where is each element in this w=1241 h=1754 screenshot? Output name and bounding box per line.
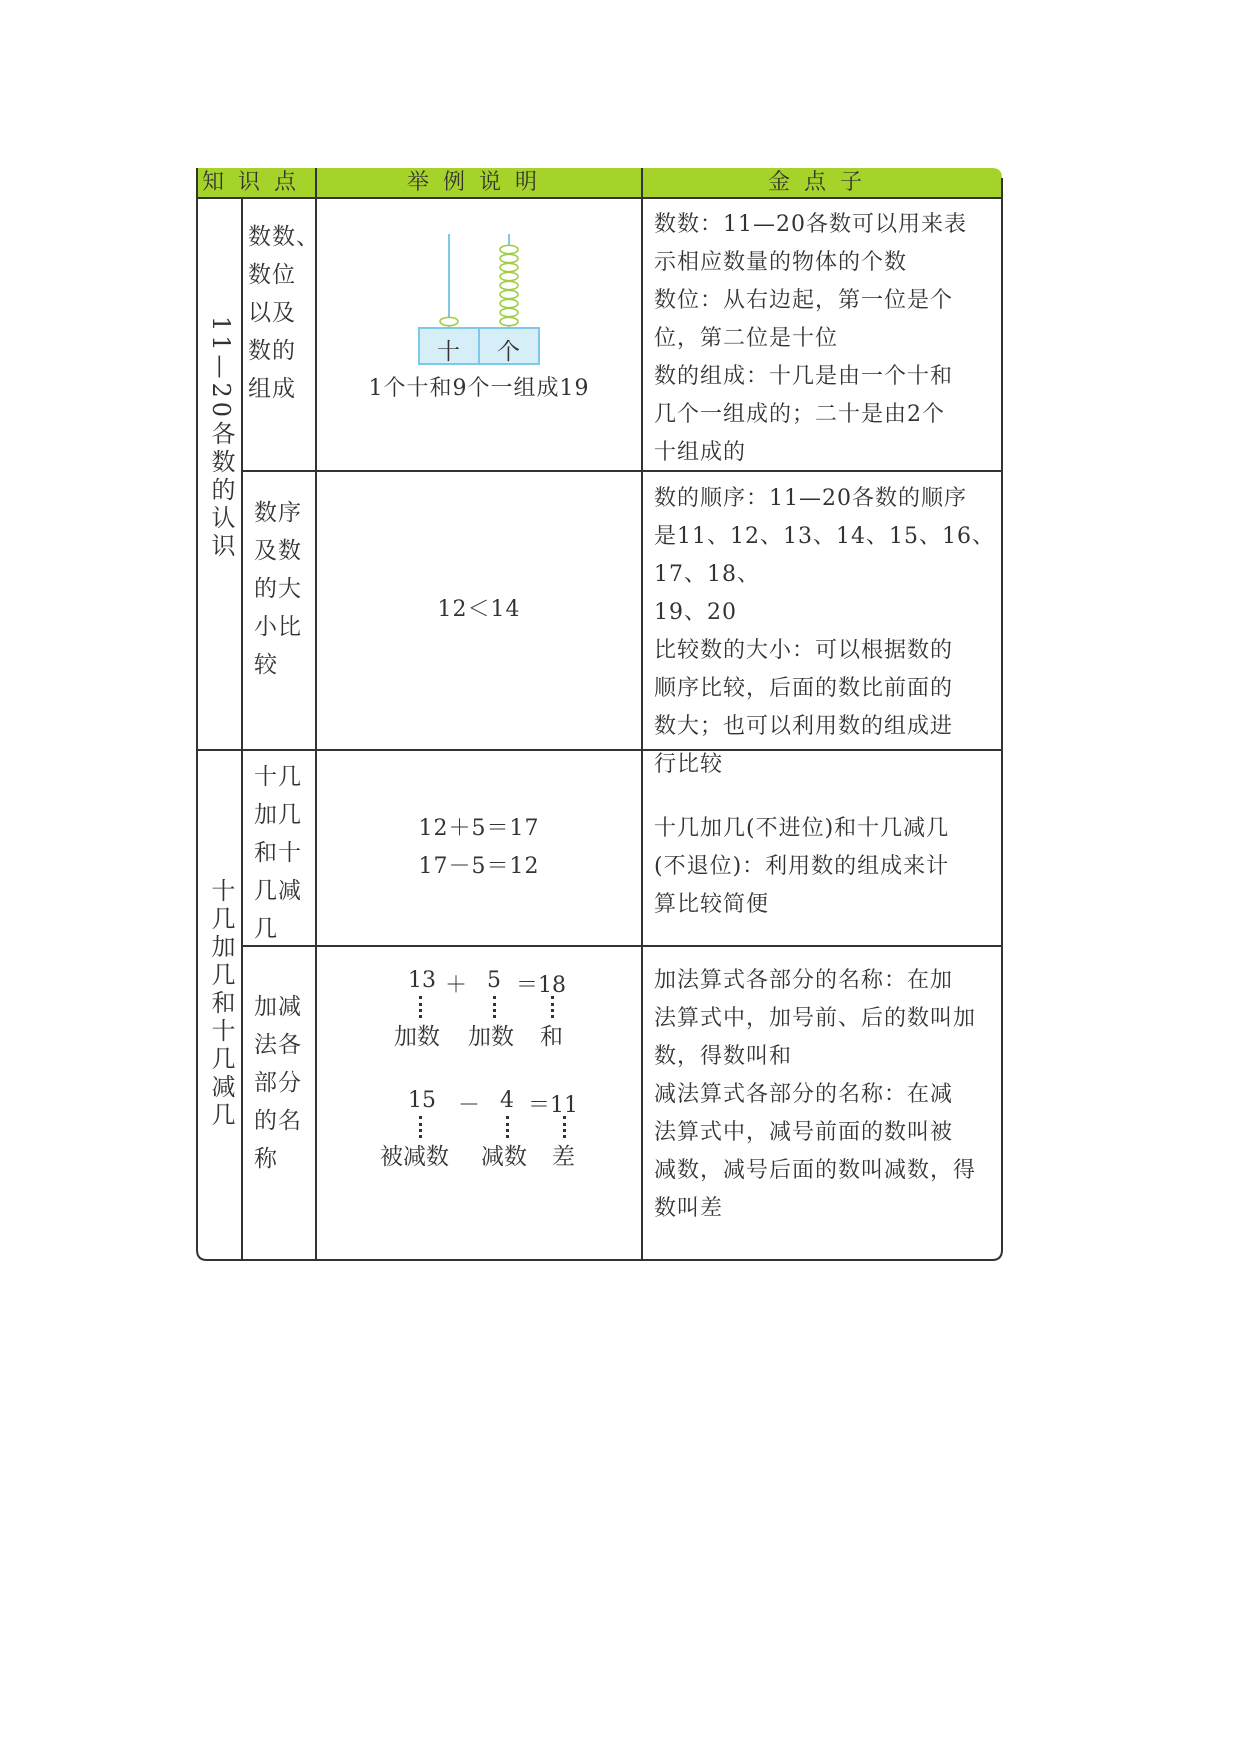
abacus-beads-tens (440, 317, 458, 325)
topic-parts-names: 加减 法各 部分 的名 称 (254, 994, 302, 1172)
section2-title: 十几加几和十几减几 (207, 878, 235, 1130)
add-result: ＝18 (516, 973, 566, 998)
header-knowledge: 知识点 (201, 170, 310, 195)
tip-add-subtract: 十几加几(不进位)和十几减几 (不退位)：利用数的组成来计 算比较简便 (654, 816, 950, 917)
tip-counting: 数数：11—20各数可以用来表 示相应数量的物体的个数 数位：从右边起，第一位是个 位，第二位是十位 数的组成：十几是由一个十和 几个一组成的；二十是由2个 十组成的 (654, 212, 967, 465)
abacus-bead (500, 290, 518, 298)
header-example: 举例说明 (406, 170, 551, 195)
add-label-a: 加数 (394, 1024, 440, 1050)
abacus-label-tens: 十 (437, 339, 460, 365)
abacus-bead (500, 317, 518, 325)
topic-order-compare: 数序 及数 的大 小比 较 (254, 500, 302, 678)
sub-label-b: 减数 (481, 1144, 527, 1170)
abacus-bead (500, 272, 518, 280)
add-operator: ＋ (445, 973, 468, 998)
abacus-bead (500, 281, 518, 289)
example-subtraction: 17－5＝12 (418, 854, 540, 879)
add-label-c: 和 (540, 1024, 563, 1050)
add-label-b: 加数 (468, 1024, 514, 1050)
add-pointer-c (551, 996, 554, 1018)
sub-pointer-b (506, 1116, 509, 1138)
topic-counting: 数数、 数位 以及 数的 组成 (248, 224, 320, 402)
tip-parts-names: 加法算式各部分的名称：在加 法算式中，加号前、后的数叫加 数，得数叫和 减法算式各部分的名称：在减 法算式中，减号前面的数叫被 减数，减号后面的数叫减数，得 数叫差 (654, 968, 977, 1221)
abacus-bead (500, 263, 518, 271)
abacus-beads-ones (500, 245, 518, 325)
example-composition: 1个十和9个一组成19 (368, 376, 590, 401)
add-pointer-a (419, 996, 422, 1018)
sub-operator: － (458, 1093, 481, 1118)
abacus-bead (440, 317, 458, 325)
header-tips: 金点子 (767, 170, 876, 195)
sub-pointer-a (419, 1116, 422, 1138)
sub-result: ＝11 (528, 1093, 578, 1118)
abacus-label-ones: 个 (497, 339, 520, 365)
abacus-bead (500, 254, 518, 262)
section1-title: 11—20各数的认识 (207, 316, 235, 562)
abacus-bead (500, 245, 518, 253)
abacus-bead (500, 299, 518, 307)
sub-operand-b: 4 (500, 1088, 514, 1113)
sub-label-a: 被减数 (380, 1144, 449, 1170)
sub-pointer-c (563, 1116, 566, 1138)
abacus-bead (500, 308, 518, 316)
add-pointer-b (493, 996, 496, 1018)
topic-add-subtract: 十几 加几 和十 几减 几 (254, 764, 302, 942)
example-compare: 12＜14 (437, 597, 521, 622)
example-addition: 12＋5＝17 (418, 816, 540, 841)
add-operand-a: 13 (408, 968, 436, 993)
sub-label-c: 差 (552, 1144, 575, 1170)
sub-operand-a: 15 (408, 1088, 436, 1113)
knowledge-table (196, 168, 1004, 1262)
tip-order-compare: 数的顺序：11—20各数的顺序 是11、12、13、14、15、16、17、18、 19、20 比较数的大小：可以根据数的 顺序比较，后面的数比前面的 数大；也可以利用数的组成进 行比较 (654, 486, 995, 777)
add-operand-b: 5 (487, 968, 501, 993)
